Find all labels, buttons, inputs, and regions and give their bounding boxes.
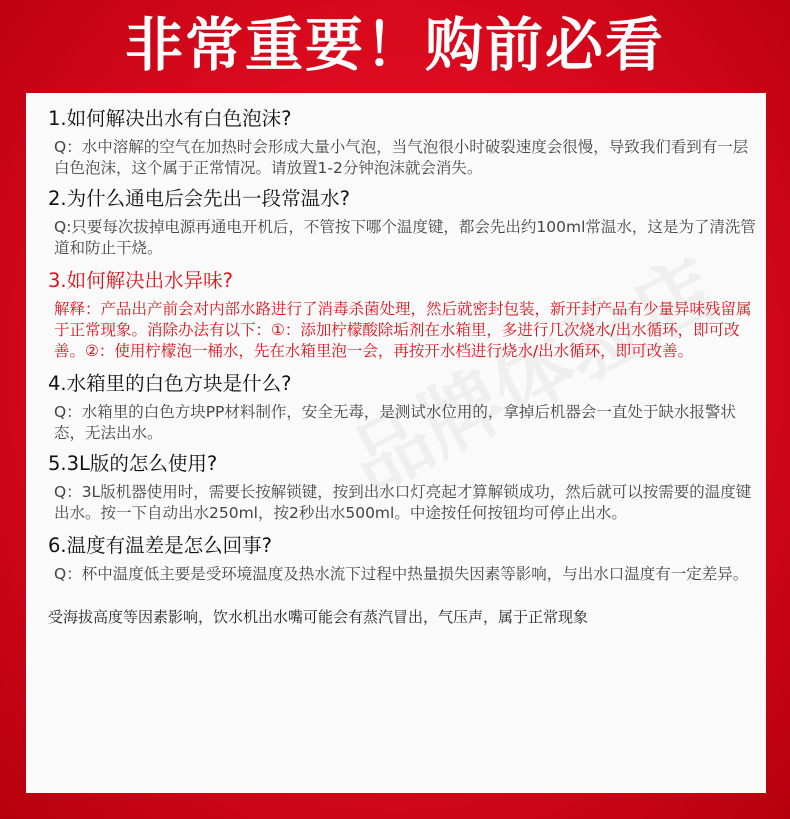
faq-item-6	[48, 532, 758, 585]
faq-question-3: 3.如何解决出水异味?	[48, 269, 233, 292]
faq-answer-3: 解释：产品出产前会对内部水路进行了消毒杀菌处理，然后就密封包装，新开封产品有少量异味残留属于正常现象。消除办法有以下：①：添加柠檬酸除垢剂在水箱里，多进行几次烧水/出水循环，即可改善。②：使用柠檬泡一桶水，先在水箱里泡一会，再按开水档进行烧水/出水循环，即可改善。	[54, 300, 752, 360]
faq-answer-2: Q:只要每次拔掉电源再通电开机后，不管按下哪个温度键，都会先出约100ml常温水，这是为了清洗管道和防止干烧。	[54, 218, 756, 257]
faq-question-5: 5.3L版的怎么使用?	[48, 452, 218, 475]
faq-answer-5: Q：3L版机器使用时，需要长按解锁键，按到出水口灯亮起才算解锁成功，然后就可以按需要的温度键出水。按一下自动出水250ml，按2秒出水500ml。中途按任何按钮均可停止出水。	[54, 483, 752, 522]
faq-answer-1: Q：水中溶解的空气在加热时会形成大量小气泡，当气泡很小时破裂速度会很慢，导致我们看到有一层白色泡沫，这个属于正常情况。请放置1-2分钟泡沫就会消失。	[54, 138, 749, 177]
faq-question-4: 4.水箱里的白色方块是什么?	[48, 372, 292, 395]
faq-item-1	[48, 105, 758, 179]
banner-title: 非常重要！购前必看	[124, 11, 665, 79]
faq-question-6: 6.温度有温差是怎么回事?	[48, 534, 272, 557]
faq-question-1: 1.如何解决出水有白色泡沫?	[48, 107, 292, 130]
header-banner	[0, 0, 790, 92]
faq-answer-6: Q：杯中温度低主要是受环境温度及热水流下过程中热量损失因素等影响，与出水口温度有一定差异。	[54, 565, 749, 583]
faq-card	[26, 93, 766, 793]
footer-note: 受海拔高度等因素影响，饮水机出水嘴可能会有蒸汽冒出，气压声，属于正常现象	[48, 608, 589, 626]
faq-answer-4: Q：水箱里的白色方块PP材料制作，安全无毒，是测试水位用的，拿掉后机器会一直处于缺水报警状态，无法出水。	[54, 403, 736, 442]
faq-question-2: 2.为什么通电后会先出一段常温水?	[48, 187, 350, 210]
